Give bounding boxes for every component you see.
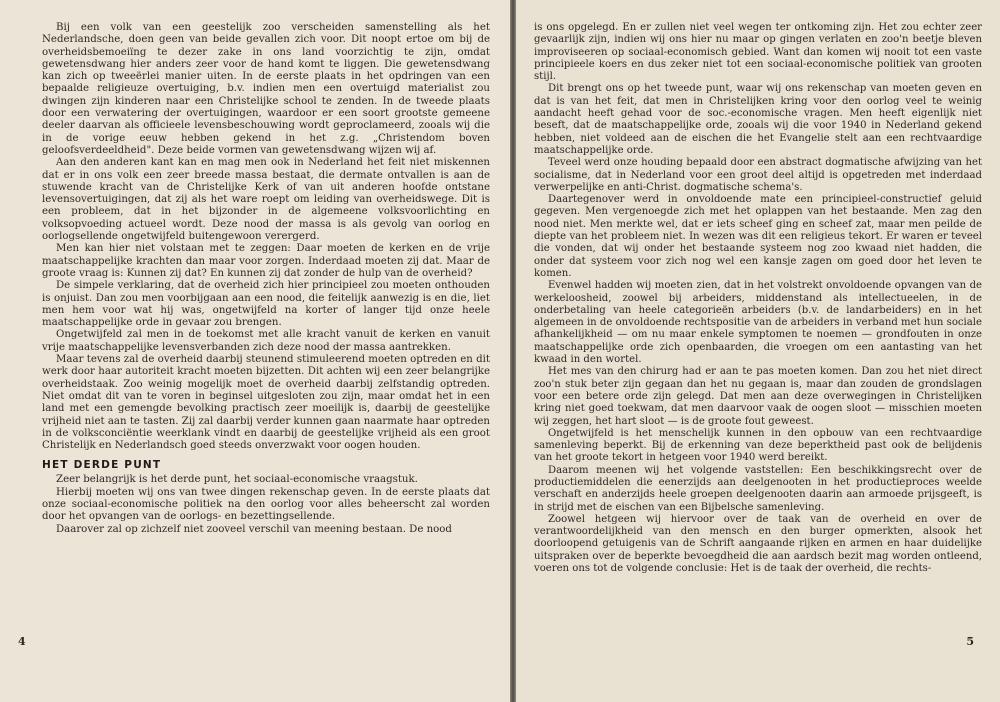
page-number: 4 bbox=[18, 635, 26, 648]
paragraph: Ongetwijfeld zal men in de toekomst met alle kracht vanuit de kerken en vanuit vrije maatschappelijke levensverbanden zich deze nood der massa aantrekken. bbox=[42, 329, 490, 353]
paragraph: Zeer belangrijk is het derde punt, het sociaal-economische vraagstuk. bbox=[56, 474, 418, 486]
paragraph: Bij een volk van een geestelijk zoo verscheiden samenstelling als het Nederlandsche, doen geen van beide gevallen zich voor. Dit noopt ertoe om bij de overheidsbemoeiïng te dezer zake in ons land voorzichtig te zijn, omdat gewetensdwang hier anders zeer voor de hand komt te liggen. Die gewetensdwang kan zich op tweeërlei manier uiten. In de eerste plaats in het opdringen van een bepaalde religieuze overtuiging, b.v. indien men een overtuigd materialist zou dwingen zijn kinderen naar een Christelijke school te zenden. In de tweede plaats door een verwatering der overtuigingen, waardoor er een soort grootste gemeene deeler daarvan als officieele levensbeschouwing wordt geproclameerd, zooals wij die in de vorige eeuw hebben gekend in het z.g. „Christendom boven geloofsverdeeldheid". Deze beide vormen van gewetensdwang wijzen wij af. bbox=[42, 22, 490, 156]
paragraph: Zoowel hetgeen wij hiervoor over de taak van de overheid en over de verantwoordelijkheid van den mensch en den burger opmerkten, alsook het doorloopend getuigenis van de Schrift aangaande rijken en armen en haar duidelijke uitspraken over de beperkte bevoegdheid die aan aardsch bezit mag worden ontleend, voeren ons tot de volgende conclusie: Het is de taak der overheid, die rechts- bbox=[534, 513, 982, 575]
paragraph: Teveel werd onze houding bepaald door een abstract dogmatische afwijzing van het socialisme, dat in Nederland voor een groot deel altijd is opgetreden met inderdaad verwerpelijke en anti-Christ. dogmatische schema's. bbox=[534, 157, 982, 193]
paragraph: Het mes van den chirurg had er aan te pas moeten komen. Dan zou het niet direct zoo'n stuk beter zijn gegaan dan het nu gegaan is, maar dan zouden de grondslagen voor een betere orde zijn gelegd. Dat men aan deze overwegingen in Christelijken kring niet goed toekwam, dat men daarvoor vaak de oogen sloot — misschien moeten wij zeggen, het hart sloot — is de groote fout geweest. bbox=[534, 366, 982, 427]
paragraph: Hierbij moeten wij ons van twee dingen rekenschap geven. In de eerste plaats dat onze sociaal-economische politiek na den oorlog voor alles beheerscht zal worden door het opvangen van de oorlogs- en bezettingsellende. bbox=[42, 486, 490, 523]
paragraph: Daarover zal op zichzelf niet zooveel verschil van meening bestaan. De nood bbox=[56, 523, 452, 535]
paragraph: Evenwel hadden wij moeten zien, dat in het volstrekt onvoldoende opvangen van de werkeloosheid, zoowel bij arbeiders, middenstand als intellectueelen, in de onderbetaling van heele categorieën arbeiders (b.v. de landarbeiders) en in het algemeen in de onvoldoende rechtspositie van de arbeiders in verband met hun sociale afhankelijkheid — om nu maar enkele symptomen te noemen — grondfouten in onze maatschappelijke orde zich openbaarden, die vroegen om een aantasting van het kwaad in den wortel. bbox=[534, 280, 982, 366]
paragraph: Ongetwijfeld is het menschelijk kunnen in den opbouw van een rechtvaardige samenleving beperkt. Bij de erkenning van deze beperktheid past ook de belijdenis van het groote tekort in hetgeen voor 1940 werd bereikt. bbox=[534, 427, 982, 464]
paragraph: Daartegenover werd in onvoldoende mate een principieel-constructief geluid gegeven. Men vergenoegde zich met het oplappen van het bestaande. Men zag den nood niet. Men merkte wel, dat er iets scheef ging en scheef zat, maar men peilde de diepte van het probleem niet. In wezen was dit een religieus tekort. Er waren er teveel die vonden, dat wij onder het bestaande systeem nog zoo kwaad niet hadden, die onder dat systeem voor zich nog wel een kansje zagen om goed door het leven te komen. bbox=[534, 194, 982, 279]
paragraph: Aan den anderen kant kan en mag men ook in Nederland het feit niet miskennen dat er in ons volk een zeer breede massa bestaat, die dermate ontvallen is aan de stuwende kracht van de Christelijke Kerk of van uit anderen hoofde ontstane levensovertuigingen, dat zij als het ware roept om leiding van overheidswege. Dit is een probleem, dat in het bijzonder in de algemeene volksvoorlichting en volksopvoeding actueel wordt. Deze nood der massa is als gevolg van oorlog en oorlogsellende ongetwijfeld buitengewoon verergerd. bbox=[42, 157, 490, 243]
section-heading: HET DERDE PUNT bbox=[42, 459, 162, 472]
paragraph: De simpele verklaring, dat de overheid zich hier principieel zou moeten onthouden is onjuist. Dan zou men voorbijgaan aan een nood, die feitelijk aanwezig is en die, liet men hem voor wat hij was, ongetwijfeld na korter of langer tijd onze heele maatschappelijke orde in gevaar zou brengen. bbox=[42, 280, 490, 329]
paragraph: Men kan hier niet volstaan met te zeggen: Daar moeten de kerken en de vrije maatschappelijke krachten dan maar voor zorgen. Inderdaad moeten zij dat. Maar de groote vraag is: Kunnen zij dat? En kunnen zij dat zonder de hulp van de overheid? bbox=[42, 243, 490, 279]
paragraph: Dit brengt ons op het tweede punt, waar wij ons rekenschap van moeten geven en dat is van het feit, dat men in Christelijken kring voor den oorlog veel te weinig aandacht heeft gehad voor de soc.-economische vragen. Men heeft eigenlijk niet beseft, dat de maatschappelijke orde, zooals wij die voor 1940 in Nederland gekend hebben, niet voldeed aan de eischen die het Evangelie stelt aan een rechtvaardige maatschappelijke orde. bbox=[534, 83, 982, 156]
paragraph: Daarom meenen wij het volgende vaststellen: Een beschikkingsrecht over de productiemiddelen die eenerzijds aan deelgenooten in het productieproces weelde verschaft en anderzijds heele groepen deelgenooten daarin aan armoede prijsgeeft, is in strijd met de eischen van een Bijbelsche samenleving. bbox=[534, 464, 982, 513]
paragraph: is ons opgelegd. En er zullen niet veel wegen ter ontkoming zijn. Het zou echter zeer gevaarlijk zijn, indien wij ons hier nu maar op gingen verlaten en zoo'n beetje bleven improviseeren op sociaal-economisch gebied. Want dan komen wij nooit tot een vaste principieele koers en dus zeker niet tot een sociaal-economische politiek van grooten stijl. bbox=[534, 22, 982, 83]
paragraph: Maar tevens zal de overheid daarbij steunend stimuleerend moeten optreden en dit werk door haar autoriteit kracht moeten bijzetten. Dit achten wij een zeer belangrijke overheidstaak. Zoo weinig mogelijk moet de overheid daarbij zelfstandig optreden. Niet omdat dit van te voren in beginsel uitgesloten zou zijn, maar omdat het in een land met een gemengde bevolking practisch zeer moeilijk is, daarbij de geestelijke vrijheid niet aan te tasten. Zij zal daarbij verder kunnen gaan naarmate haar optreden in de volksconciëntie weerklank vindt en daarbij de geestelijke vrijheid als een groot Christelijk en Nederlandsch goed steeds onverzwakt voor oogen houden. bbox=[42, 354, 490, 452]
page-number: 5 bbox=[966, 635, 974, 648]
right-page bbox=[516, 0, 1000, 702]
